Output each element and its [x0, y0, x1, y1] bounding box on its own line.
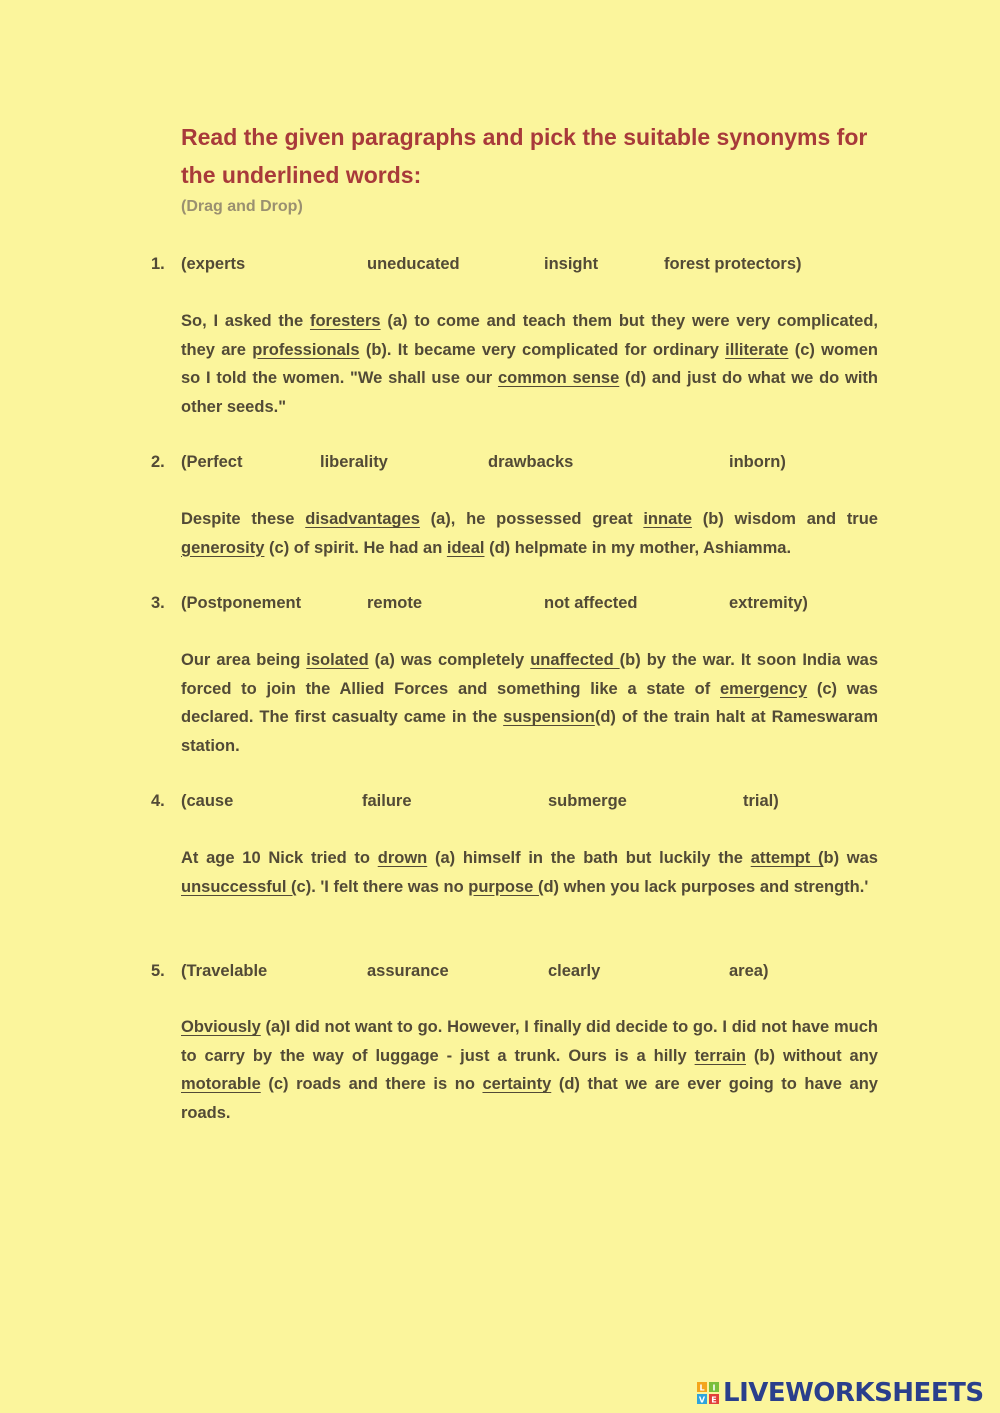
- svg-text:L: L: [699, 1383, 705, 1393]
- underlined-word: certainty: [482, 1075, 552, 1093]
- underlined-word: unsuccessful (: [181, 877, 297, 896]
- option-item[interactable]: drawbacks: [488, 453, 574, 471]
- page-title: Read the given paragraphs and pick the suitable synonyms for the underlined words:: [181, 124, 868, 188]
- paragraph-text: At age 10 Nick tried to: [181, 849, 378, 867]
- liveworksheets-logo-icon: [697, 1382, 719, 1404]
- underlined-word: terrain: [694, 1046, 746, 1065]
- option-item[interactable]: liberality: [320, 453, 388, 471]
- underlined-word: ideal: [446, 538, 485, 557]
- paragraph-text: So, I asked the: [181, 312, 310, 330]
- paragraph-text: Our area being: [181, 651, 307, 669]
- underlined-word: illiterate: [725, 340, 789, 359]
- liveworksheets-logo[interactable]: [697, 1376, 984, 1410]
- paragraph-text: (c) women so I told the women. "We shall use our: [181, 340, 878, 387]
- underlined-word: isolated: [306, 651, 369, 669]
- underlined-word: emergency: [720, 679, 808, 698]
- options-row: [181, 255, 881, 277]
- page-subtitle: (Drag and Drop): [181, 198, 303, 215]
- option-item[interactable]: clearly: [548, 962, 601, 980]
- option-item[interactable]: failure: [362, 792, 412, 810]
- paragraph-2: [181, 505, 878, 562]
- paragraph-4: [181, 844, 878, 901]
- option-item[interactable]: not affected: [544, 594, 638, 612]
- paragraph-text: d) when you lack purposes and strength.': [543, 877, 869, 896]
- paragraph-text: (a) to come and teach them but they were very complicated, they are: [181, 312, 879, 359]
- option-item[interactable]: remote: [367, 594, 423, 612]
- underlined-word: professionals: [252, 340, 360, 359]
- paragraph-text: (a) himself in the bath but luckily the: [427, 849, 751, 867]
- svg-text:E: E: [711, 1395, 717, 1404]
- paragraph-5: [181, 1013, 878, 1127]
- paragraph-text: (b) wisdom and true: [691, 510, 878, 528]
- paragraph-text: c). 'I felt there was no: [296, 877, 469, 896]
- paragraph-3: [181, 646, 878, 760]
- paragraph-text: Despite these: [181, 510, 306, 528]
- option-item[interactable]: assurance: [367, 962, 449, 980]
- paragraph-text: (d) helpmate in my mother, Ashiamma.: [484, 538, 792, 557]
- option-item[interactable]: (Postponement: [181, 594, 302, 612]
- question-number: 5.: [151, 962, 165, 980]
- option-item[interactable]: forest protectors): [664, 255, 802, 273]
- paragraph-1: [181, 307, 878, 421]
- paragraph-text: (b) by the war. It soon India was forced to join the Allied Forces and something like a state of: [181, 651, 879, 698]
- paragraph-text: (a)I did not want to go. However, I finally did decide to go. I did not have much to carry by the way of luggage - just a trunk. Ours is a hilly: [181, 1018, 878, 1065]
- underlined-word: common sense: [497, 369, 620, 387]
- svg-text:I: I: [712, 1383, 716, 1393]
- underlined-word: unaffected: [530, 651, 620, 669]
- underlined-word: disadvantages: [305, 510, 420, 528]
- paragraph-text: (c) roads and there is no: [260, 1075, 483, 1093]
- option-item[interactable]: (Perfect: [181, 453, 243, 471]
- option-item[interactable]: (experts: [181, 255, 246, 273]
- paragraph-text: (c) of spirit. He had an: [264, 538, 447, 557]
- paragraph-text: (a), he possessed great: [419, 510, 644, 528]
- option-item[interactable]: area): [729, 962, 769, 980]
- paragraph-text: b) was: [823, 849, 878, 867]
- option-item[interactable]: insight: [544, 255, 599, 273]
- paragraph-text: (a) was completely: [368, 651, 531, 669]
- option-item[interactable]: submerge: [548, 792, 627, 810]
- question-number: 3.: [151, 594, 165, 612]
- paragraph-text: (b). It became very complicated for ordinary: [359, 340, 726, 359]
- options-row: [181, 792, 881, 814]
- options-row: [181, 962, 881, 984]
- option-item[interactable]: trial): [743, 792, 779, 810]
- underlined-word: attempt (: [750, 849, 824, 867]
- paragraph-text: (c) was declared. The first casualty came in the: [181, 679, 878, 726]
- paragraph-text: (d) of the train halt at Rameswaram station.: [181, 708, 878, 755]
- underlined-word: motorable: [181, 1075, 261, 1093]
- paragraph-text: (d) and just do what we do with other seeds.": [181, 369, 878, 416]
- underlined-word: drown: [377, 849, 428, 867]
- underlined-word: suspension: [503, 708, 595, 726]
- underlined-word: foresters: [309, 312, 381, 330]
- underlined-word: Obviously: [181, 1018, 261, 1036]
- logo-text: LIVEWORKSHEETS: [723, 1378, 984, 1408]
- option-item[interactable]: extremity): [729, 594, 808, 612]
- option-item[interactable]: (Travelable: [181, 962, 268, 980]
- option-item[interactable]: (cause: [181, 792, 234, 810]
- question-number: 4.: [151, 792, 165, 810]
- options-row: [181, 453, 881, 475]
- paragraph-text: (b) without any: [745, 1046, 878, 1065]
- option-item[interactable]: uneducated: [367, 255, 460, 273]
- question-number: 2.: [151, 453, 165, 471]
- underlined-word: generosity: [181, 538, 265, 557]
- option-item[interactable]: inborn): [729, 453, 786, 471]
- svg-text:V: V: [698, 1395, 706, 1404]
- underlined-word: purpose (: [468, 877, 544, 896]
- paragraph-text: (d) that we are ever going to have any roads.: [181, 1075, 878, 1122]
- options-row: [181, 594, 881, 616]
- question-number: 1.: [151, 255, 165, 273]
- underlined-word: innate: [643, 510, 692, 528]
